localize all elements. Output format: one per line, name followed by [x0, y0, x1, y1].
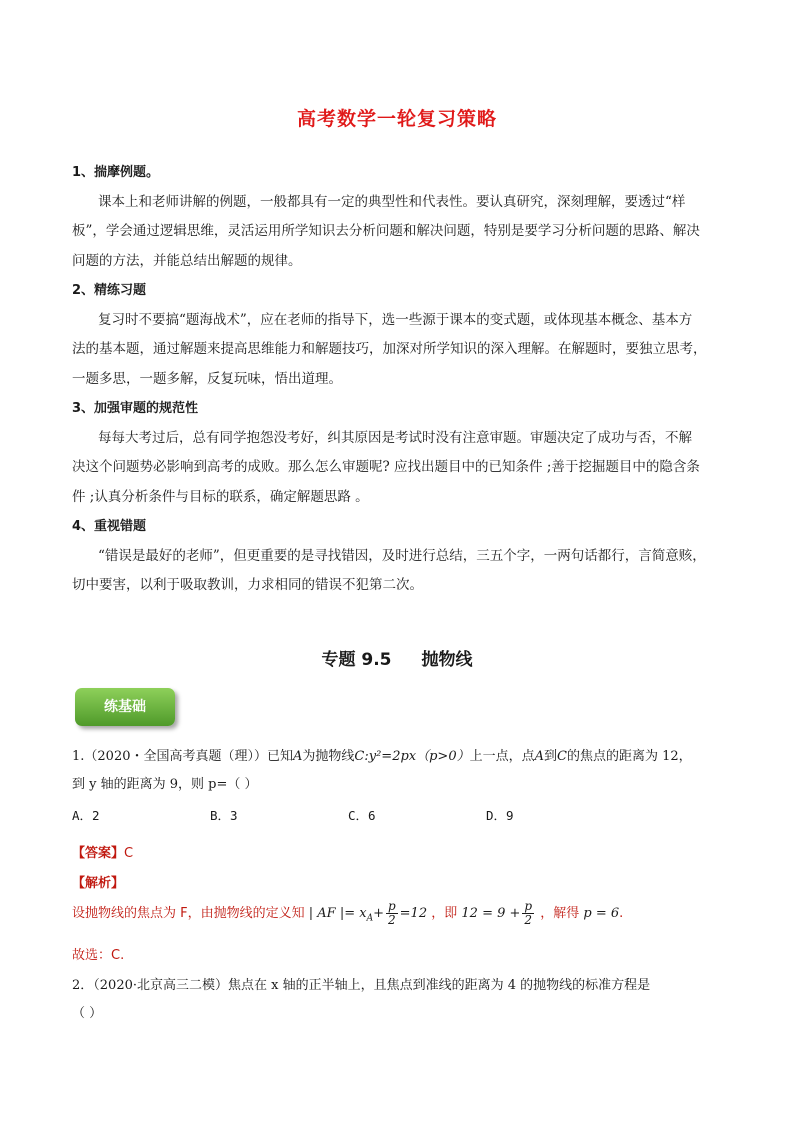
- question-line: [72, 743, 752, 771]
- solution-text: 设抛物线的焦点为 F，由抛物线的定义知: [72, 906, 305, 921]
- question-var: A: [293, 749, 303, 764]
- paragraph-line: “错误是最好的老师”，但更重要的是寻找错因，及时进行总结，三五个字，一两句话都行，言简意赅，: [98, 547, 706, 564]
- section-1: [72, 158, 732, 276]
- paragraph-line: 切中要害，以利于吸取教训，力求相同的错误不犯第二次。: [72, 577, 423, 593]
- choice-a: A．2: [72, 808, 100, 823]
- fraction: [522, 900, 534, 927]
- question-line: （ ）: [72, 1006, 103, 1021]
- topic-heading: [0, 645, 794, 670]
- question-equation: :y²=2px（p>0）: [364, 749, 470, 764]
- answer: [72, 842, 133, 861]
- question-line: 到 y 轴的距离为 9，则 p=（ ）: [72, 777, 258, 792]
- question-text: 上一点，点: [469, 749, 535, 764]
- section-heading: 1、揣摩例题。: [72, 165, 160, 180]
- choice-d: D．9: [486, 808, 514, 823]
- solution-math-1: [308, 899, 428, 927]
- math-part: +: [373, 906, 384, 921]
- topic-name: 抛物线: [421, 650, 473, 670]
- solution-math-2: [461, 899, 536, 927]
- question-text: 1.（2020・全国高考真题（理））已知: [72, 749, 293, 764]
- solution-text: ，即: [431, 906, 458, 921]
- fraction-denominator: 2: [524, 913, 533, 927]
- paragraph-line: 每每大考过后，总有同学抱怨没考好，纠其原因是考试时没有注意审题。审题决定了成功与否，不解: [98, 429, 692, 446]
- math-part: | AF |= x: [308, 906, 367, 921]
- solution: [72, 900, 772, 927]
- topic-number: 专题 9.5: [321, 650, 392, 670]
- section-2: [72, 276, 732, 394]
- paragraph-line: 件 ;认真分析条件与目标的联系，确定解题思路 。: [72, 488, 369, 505]
- math-part: =12: [399, 906, 428, 921]
- answer-label: 【答案】: [72, 846, 125, 861]
- question-2: [72, 972, 752, 1028]
- choices: [72, 806, 624, 824]
- solution-text: .: [619, 906, 624, 921]
- paragraph-line: 问题的方法，并能总结出解题的规律。: [72, 252, 302, 269]
- question-line: 2．（2020·北京高三二模）焦点在 x 轴的正半轴上，且焦点到准线的距离为 4 的抛物线的标准方程是: [72, 978, 651, 993]
- paragraph-line: 一题多思，一题多解，反复玩味，悟出道理。: [72, 370, 342, 387]
- math-subscript: A: [366, 913, 374, 924]
- solution-text: ，解得: [540, 906, 580, 921]
- analysis-label: 【解析】: [72, 876, 125, 891]
- section-3: [72, 394, 732, 512]
- solution-math-3: p = 6: [583, 906, 620, 921]
- choice-c: C．6: [348, 808, 376, 823]
- choice-conclusion: 故选：C.: [72, 948, 125, 963]
- fraction-numerator: p: [387, 899, 396, 913]
- fraction-numerator: p: [524, 899, 533, 913]
- math-part: 12 = 9 +: [461, 906, 521, 921]
- question-var: C: [557, 749, 567, 764]
- paragraph-line: 决这个问题势必影响到高考的成败。那么怎么审题呢? 应找出题目中的已知条件 ;善于挖掘题目中的隐含条: [72, 459, 700, 475]
- choice-b: B．3: [210, 808, 238, 823]
- section-heading: 4、重视错题: [72, 519, 147, 534]
- fraction: [386, 900, 398, 927]
- answer-value: C: [124, 846, 134, 861]
- question-1: [72, 743, 752, 799]
- paragraph-line: 法的基本题，通过解题来提高思维能力和解题技巧，加深对所学知识的深入理解。在解题时，要独立思考，: [72, 341, 707, 357]
- paragraph-line: 复习时不要搞“题海战术”，应在老师的指导下，选一些源于课本的变式题，或体现基本概念、基本方: [98, 311, 693, 328]
- section-heading: 3、加强审题的规范性: [72, 401, 199, 416]
- basics-badge: 练基础: [75, 688, 175, 726]
- question-text: 为抛物线: [302, 749, 355, 764]
- question-var: A: [534, 749, 545, 764]
- paragraph-line: 板”，学会通过逻辑思维，灵活运用所学知识去分析问题和解决问题，特别是要学习分析问题的思路、解决: [72, 223, 700, 239]
- section-4: [72, 512, 732, 601]
- fraction-denominator: 2: [387, 913, 396, 927]
- paragraph-line: 课本上和老师讲解的例题，一般都具有一定的典型性和代表性。要认真研究，深刻理解，要透过“样: [98, 193, 686, 210]
- page-title: 高考数学一轮复习策略: [296, 108, 497, 130]
- question-text: 的焦点的距离为 12，: [566, 749, 692, 764]
- section-heading: 2、精练习题: [72, 283, 147, 298]
- question-var: C: [354, 749, 365, 764]
- question-text: 到: [544, 749, 558, 764]
